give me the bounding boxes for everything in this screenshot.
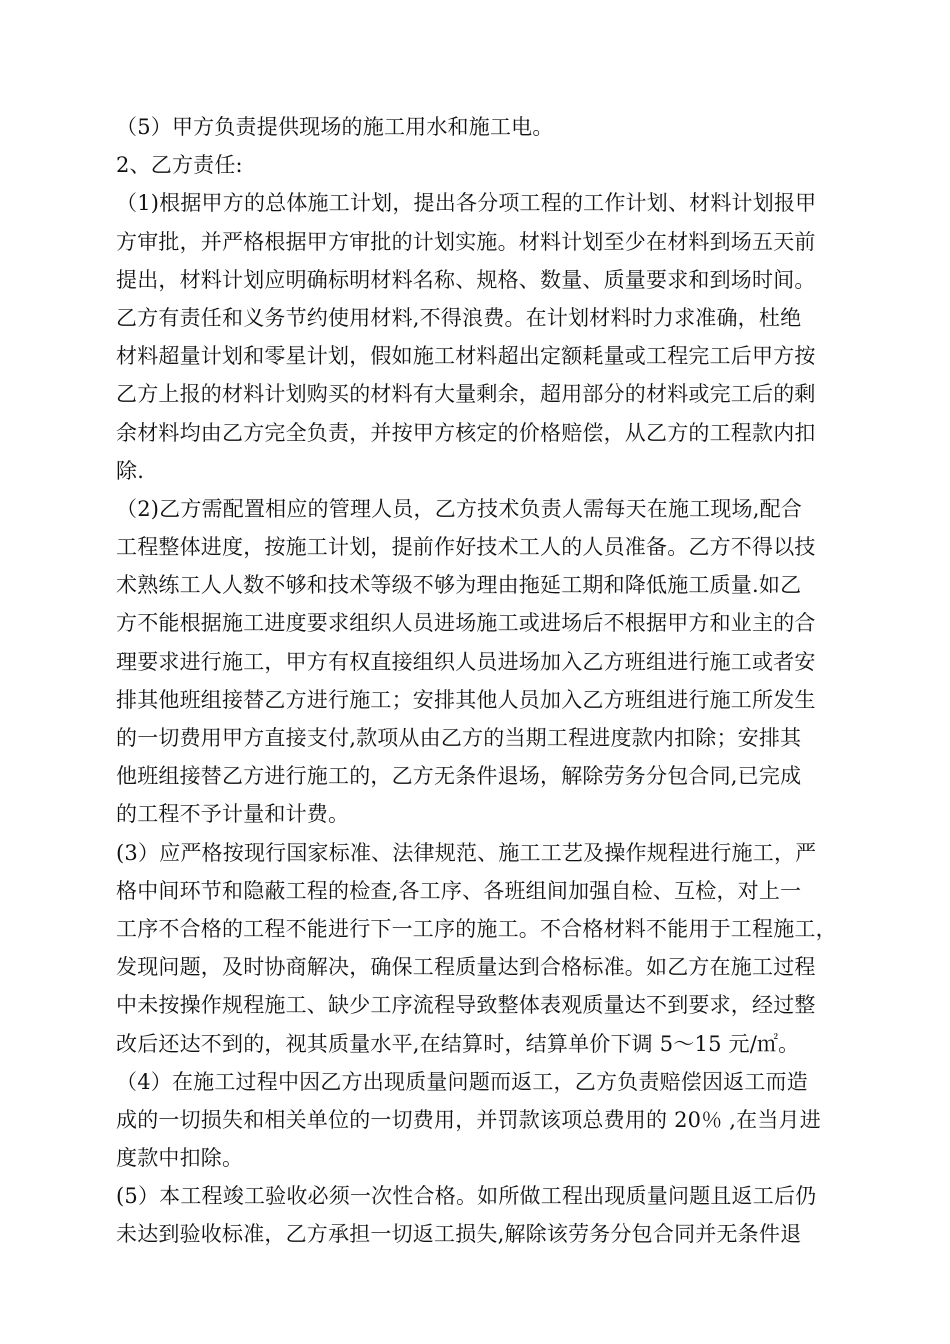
text-line: 乙方有责任和义务节约使用材料,不得浪费。在计划材料时力求准确，杜绝: [116, 305, 802, 330]
text-line: 除.: [116, 458, 145, 483]
text-line: 未达到验收标准，乙方承担一切返工损失,解除该劳务分包合同并无条件退: [116, 1222, 802, 1247]
text-line: 提出，材料计划应明确标明材料名称、规格、数量、质量要求和到场时间。: [116, 267, 816, 292]
text-line: 材料超量计划和零星计划，假如施工材料超出定额耗量或工程完工后甲方按: [116, 344, 816, 369]
text-line: 度款中扣除。: [116, 1146, 244, 1171]
text-line: （1)根据甲方的总体施工计划，提出各分项工程的工作计划、材料计划报甲: [116, 191, 817, 216]
text-line: 发现问题，及时协商解决，确保工程质量达到合格标准。如乙方在施工过程: [116, 955, 816, 980]
text-line: 方审批，并严格根据甲方审批的计划实施。材料计划至少在材料到场五天前: [116, 229, 816, 254]
text-line: 术熟练工人人数不够和技术等级不够为理由拖延工期和降低施工质量.如乙: [116, 573, 802, 598]
text-line: 排其他班组接替乙方进行施工；安排其他人员加入乙方班组进行施工所发生: [116, 687, 816, 712]
text-line: 中未按操作规程施工、缺少工序流程导致整体表观质量达不到要求，经过整: [116, 993, 816, 1018]
text-line: (5）本工程竣工验收必须一次性合格。如所做工程出现质量问题且返工后仍: [116, 1184, 817, 1209]
text-line: 的一切费用甲方直接支付,款项从由乙方的当期工程进度款内扣除；安排其: [116, 726, 802, 750]
text-line: （4）在施工过程中因乙方出现质量问题而返工，乙方负责赔偿因返工而造: [116, 1069, 808, 1094]
text-line: 2、乙方责任:: [116, 153, 243, 178]
text-line: （5）甲方负责提供现场的施工用水和施工电。: [116, 115, 554, 139]
contract-text-body: [116, 108, 861, 1254]
text-line: (3）应严格按现行国家标准、法律规范、施工工艺及操作规程进行施工，严: [116, 840, 817, 865]
text-line: 工程整体进度，按施工计划，提前作好技术工人的人员准备。乙方不得以技: [116, 535, 816, 560]
text-line: 余材料均由乙方完全负责，并按甲方核定的价格赔偿，从乙方的工程款内扣: [116, 420, 816, 445]
text-line: 成的一切损失和相关单位的一切费用，并罚款该项总费用的 20％ ,在当月进: [116, 1107, 821, 1132]
text-line: （2)乙方需配置相应的管理人员，乙方技术负责人需每天在施工现场,配合: [116, 496, 803, 521]
text-line: 格中间环节和隐蔽工程的检查,各工序、各班组间加强自检、互检，对上一: [116, 878, 802, 903]
text-line: 改后还达不到的，视其质量水平,在结算时，结算单价下调 5～15 元/㎡。: [116, 1031, 800, 1056]
text-line: 工序不合格的工程不能进行下一工序的施工。不合格材料不能用于工程施工，: [116, 916, 837, 941]
text-line: 他班组接替乙方进行施工的，乙方无条件退场，解除劳务分包合同,已完成: [116, 764, 802, 789]
text-line: 的工程不予计量和计费。: [116, 802, 350, 827]
text-line: 乙方上报的材料计划购买的材料有大量剩余，超用部分的材料或完工后的剩: [116, 382, 816, 407]
text-line: 理要求进行施工，甲方有权直接组织人员进场加入乙方班组进行施工或者安: [116, 649, 816, 674]
text-line: 方不能根据施工进度要求组织人员进场施工或进场后不根据甲方和业主的合: [116, 611, 816, 636]
